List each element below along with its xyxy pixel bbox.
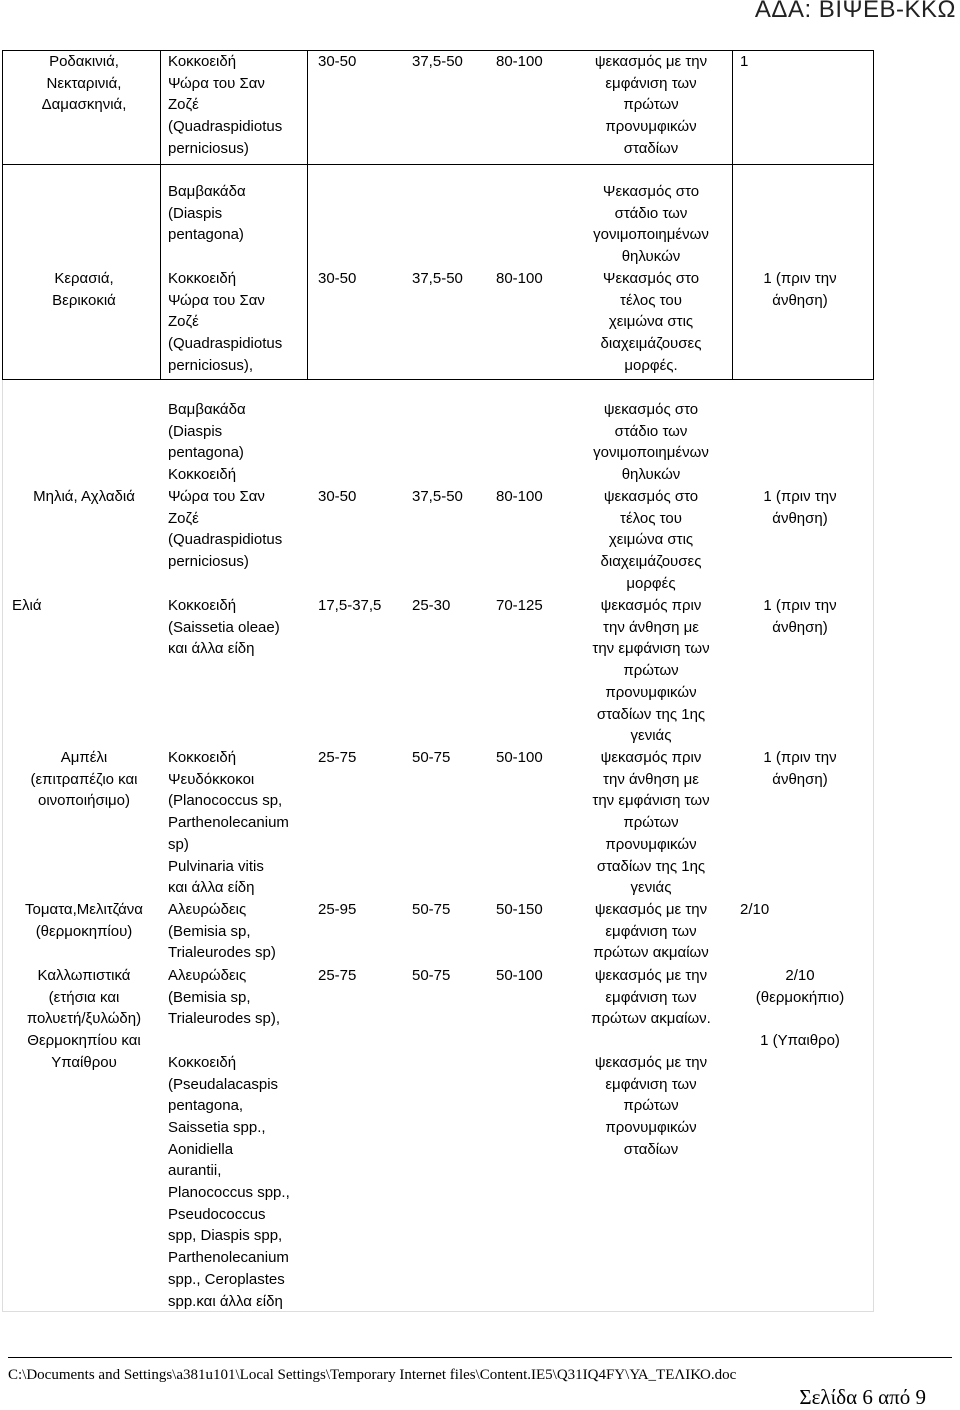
dose2-cell: 37,5-50 (412, 270, 463, 287)
applications-cell: 2/10 (θερμοκήπιο) 1 (Υπαιθρο) (755, 967, 845, 1050)
dose1-cell: 17,5-37,5 (318, 597, 382, 614)
volume-cell: 80-100 (496, 270, 543, 287)
crop-cell: Μηλιά, Αχλαδιά (33, 488, 135, 505)
timing-cell: ψεκασμός πριν την άνθηση με την εμφάνιση των πρώτων προνυμφικών σταδίων της 1ης γενιάς (592, 749, 710, 897)
dose2-cell: 50-75 (412, 967, 451, 984)
applications-cell: 1 (πριν την άνθηση) (763, 597, 837, 636)
crop-cell: Αμπέλι (επιτραπέζιο και οινοποιήσιμο) (30, 749, 138, 810)
pest-cell: Κοκκοειδή (Saissetia oleae) και άλλα είδη (168, 597, 280, 658)
crop-cell: Καλλωπιστικά (ετήσια και πολυετή/ξυλώδη) Θερμοκηπίου και Υπαίθρου (26, 967, 142, 1071)
dose2-cell: 25-30 (412, 597, 451, 614)
timing-cell: Ψεκασμός στο στάδιο των γονιμοποιημένων θηλυκών Ψεκασμός στο τέλος του χειμώνα στις διαχειμάζουσες μορφές. (593, 183, 709, 374)
table-column-divider (307, 50, 308, 380)
timing-cell: ψεκασμός στο στάδιο των γονιμοποιημένων θηλυκών ψεκασμός στο τέλος του χειμώνα στις διαχειμάζουσες μορφές (593, 401, 709, 592)
dose1-cell: 30-50 (318, 53, 357, 70)
document-path: C:\Documents and Settings\a381u101\Local Settings\Temporary Internet files\Content.IE5\Q31IQ4FY\ΥΑ_ΤΕΛΙΚΟ.doc (8, 1367, 737, 1383)
dose1-cell: 30-50 (318, 270, 357, 287)
applications-cell: 1 (πριν την άνθηση) (763, 270, 837, 309)
table-frame-lower (2, 380, 874, 1312)
crop-cell: Τοματα,Μελιτζάνα (θερμοκηπίου) (25, 901, 143, 940)
pest-cell: Αλευρώδεις (Bemisia sp, Trialeurodes sp) (168, 901, 276, 962)
volume-cell: 70-125 (496, 597, 543, 614)
applications-cell: 2/10 (740, 901, 770, 918)
table-row-divider (2, 164, 874, 165)
dose2-cell: 37,5-50 (412, 53, 463, 70)
timing-cell: ψεκασμός με την εμφάνιση των πρώτων ακμαίων (593, 901, 709, 962)
pest-cell: Αλευρώδεις (Bemisia sp, Trialeurodes sp), Κοκκοειδή (Pseudalacaspis pentagona, Saissetia spp., Aonidiella aurantii, Planococcus spp., Pseudococcus spp, Diaspis spp, Parthenolecanium spp., Ceroplastes spp.και άλλα είδη (168, 967, 290, 1310)
volume-cell: 50-150 (496, 901, 543, 918)
volume-cell: 50-100 (496, 967, 543, 984)
dose1-cell: 30-50 (318, 488, 357, 505)
timing-cell: ψεκασμός με την εμφάνιση των πρώτων ακμαίων. ψεκασμός με την εμφάνιση των πρώτων προνυμφικών σταδίων (591, 967, 711, 1158)
dose1-cell: 25-75 (318, 749, 357, 766)
crop-cell: Ροδακινιά, Νεκταρινιά, Δαμασκηνιά, (41, 53, 127, 114)
table-column-divider (732, 50, 733, 380)
pest-cell: Βαμβακάδα (Diaspis pentagona) Κοκκοειδή Ψώρα του Σαν Ζοζέ (Quadraspidiotus perniciosus) (168, 401, 283, 570)
dose1-cell: 25-95 (318, 901, 357, 918)
dose2-cell: 50-75 (412, 749, 451, 766)
page-number: Σελίδα 6 από 9 (799, 1385, 926, 1409)
pest-cell: Κοκκοειδή Ψώρα του Σαν Ζοζέ (Quadraspidiotus perniciosus) (168, 53, 283, 157)
crop-cell: Ελιά (12, 597, 42, 614)
footer-divider (8, 1357, 952, 1358)
applications-cell: 1 (740, 53, 749, 70)
table-column-divider (160, 50, 161, 380)
crop-cell: Κερασιά, Βερικοκιά (52, 270, 116, 309)
pest-cell: Κοκκοειδή Ψευδόκκοκοι (Planococcus sp, Parthenolecanium sp) Pulvinaria vitis και άλλα είδη (168, 749, 289, 897)
applications-cell: 1 (πριν την άνθηση) (763, 488, 837, 527)
volume-cell: 50-100 (496, 749, 543, 766)
pest-cell: Βαμβακάδα (Diaspis pentagona) Κοκκοειδή Ψώρα του Σαν Ζοζέ (Quadraspidiotus perniciosus), (168, 183, 283, 374)
applications-cell: 1 (πριν την άνθηση) (763, 749, 837, 788)
volume-cell: 80-100 (496, 53, 543, 70)
volume-cell: 80-100 (496, 488, 543, 505)
timing-cell: ψεκασμός πριν την άνθηση με την εμφάνιση των πρώτων προνυμφικών σταδίων της 1ης γενιάς (592, 597, 710, 745)
dose1-cell: 25-75 (318, 967, 357, 984)
dose2-cell: 37,5-50 (412, 488, 463, 505)
ada-code: ΑΔΑ: ΒΙΨΕΒ-ΚΚΩ (754, 0, 956, 23)
timing-cell: ψεκασμός με την εμφάνιση των πρώτων προνυμφικών σταδίων (594, 53, 708, 157)
dose2-cell: 50-75 (412, 901, 451, 918)
